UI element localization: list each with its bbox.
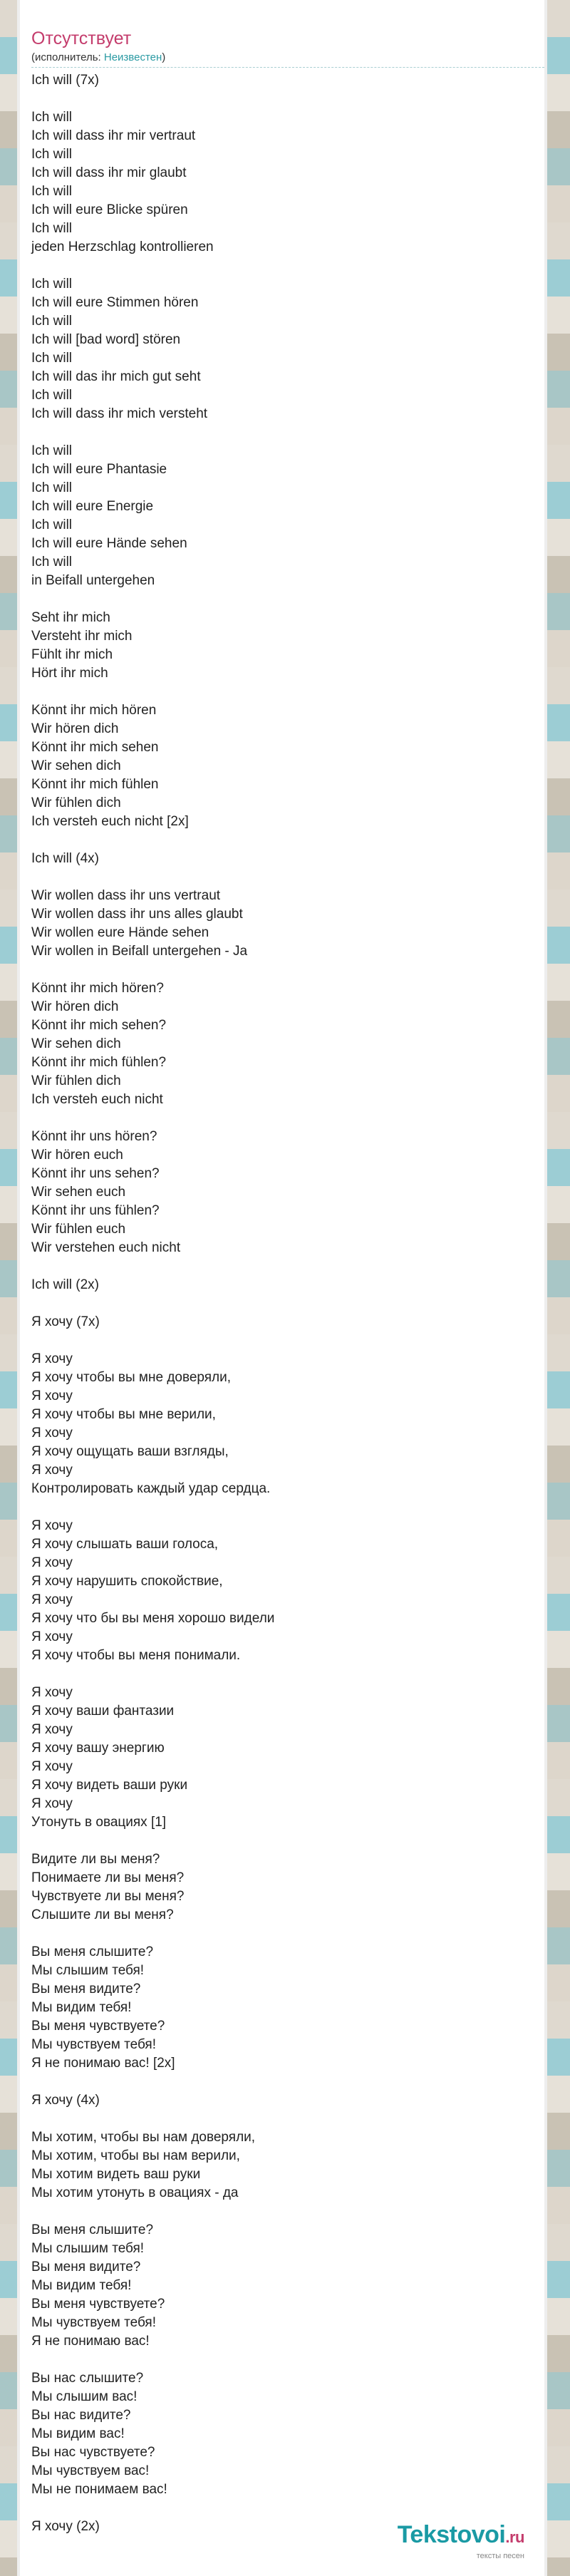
lyric-line: Мы хотим утонуть в овациях - да (31, 2185, 239, 2200)
lyric-line (31, 2203, 544, 2221)
lyric-line: Вы меня слышите? (31, 1944, 154, 1959)
lyric-line: Wir hören euch (31, 1148, 123, 1163)
lyric-line: Ich will (31, 480, 73, 495)
lyric-line (31, 1665, 544, 1684)
lyric-line (31, 2351, 544, 2369)
lyric-line: Könnt ihr uns hören? (31, 1129, 157, 1144)
lyric-line (31, 1331, 544, 1350)
lyric-line: Я хочу ваши фантазии (31, 1704, 175, 1719)
lyric-line: Könnt ihr mich hören (31, 703, 157, 718)
lyric-line: Ich versteh euch nicht (31, 1092, 163, 1107)
lyric-line: Könnt ihr uns fühlen? (31, 1203, 160, 1218)
lyric-line: Wir sehen dich (31, 1036, 121, 1051)
lyric-line: Ich will (2x) (31, 1277, 100, 1292)
lyric-line (31, 1498, 544, 1517)
song-header (31, 27, 544, 68)
lyric-line: Я хочу (31, 1759, 73, 1774)
lyric-line: Я хочу (7x) (31, 1314, 100, 1329)
lyric-line: Ich will (31, 147, 73, 162)
lyric-line: Ich will (31, 314, 73, 329)
lyric-line: Мы чувствуем тебя! (31, 2315, 156, 2330)
lyric-line: Wir fühlen dich (31, 1073, 121, 1088)
lyric-line: Я не понимаю вас! [2x] (31, 2056, 175, 2071)
lyric-line: Я хочу что бы вы меня хорошо видели (31, 1611, 275, 1626)
lyric-line: Seht ihr mich (31, 610, 110, 625)
lyric-line: Wir wollen dass ihr uns alles glaubt (31, 907, 243, 922)
lyric-line: Könnt ihr mich sehen? (31, 1018, 167, 1033)
lyrics-page (17, 0, 547, 2576)
lyric-line: Könnt ihr mich fühlen (31, 777, 159, 792)
lyric-line: Wir hören dich (31, 999, 119, 1014)
lyric-line: Versteht ihr mich (31, 629, 133, 644)
lyric-line: Ich will (31, 351, 73, 366)
lyric-line (31, 2110, 544, 2128)
logo-tagline: тексты песен (476, 2552, 524, 2560)
lyric-line (31, 831, 544, 850)
lyric-line: Я хочу (4x) (31, 2093, 100, 2108)
lyric-line: Я хочу (31, 1629, 73, 1644)
lyric-line (31, 423, 544, 442)
lyric-line: Ich will (31, 277, 73, 292)
lyric-line: Я хочу (31, 1555, 73, 1570)
lyric-line: Hört ihr mich (31, 666, 108, 681)
lyric-line: Ich will dass ihr mir glaubt (31, 165, 187, 180)
lyric-line: Контролировать каждый удар сердца. (31, 1481, 271, 1496)
lyric-line (31, 590, 544, 609)
lyric-line: Ich will (31, 110, 73, 125)
lyric-line (31, 961, 544, 979)
lyric-line: Мы хотим, чтобы вы нам доверяли, (31, 2130, 256, 2145)
lyric-line: Я хочу (31, 1796, 73, 1811)
lyric-line: Wir hören dich (31, 721, 119, 736)
lyric-line (31, 1294, 544, 1313)
lyric-line: Wir wollen dass ihr uns vertraut (31, 888, 221, 903)
lyric-line: Wir verstehen euch nicht (31, 1240, 181, 1255)
lyric-line: Мы видим тебя! (31, 2278, 132, 2293)
lyric-line (31, 2499, 544, 2518)
site-logo[interactable] (398, 2522, 524, 2560)
lyric-line: in Beifall untergehen (31, 573, 155, 588)
lyric-line (31, 683, 544, 701)
lyric-line: Könnt ihr mich fühlen? (31, 1055, 167, 1070)
lyric-line: Ich will dass ihr mir vertraut (31, 128, 196, 143)
lyric-line (31, 2073, 544, 2091)
logo-text: Tekstovoi (397, 2521, 506, 2548)
lyric-line: Я хочу чтобы вы мне доверяли, (31, 1370, 232, 1385)
lyrics-text (31, 71, 544, 2536)
lyric-line: Чувствуете ли вы меня? (31, 1889, 185, 1904)
lyric-line: Я хочу (31, 1685, 73, 1700)
lyric-line: Вы нас чувствуете? (31, 2445, 155, 2460)
lyric-line: Ich will (31, 184, 73, 199)
lyric-line: Wir fühlen euch (31, 1222, 126, 1237)
artist-line (31, 50, 544, 68)
lyric-line: Ich will (7x) (31, 73, 100, 88)
lyric-line: Утонуть в овациях [1] (31, 1815, 167, 1830)
lyric-line (31, 1109, 544, 1128)
lyric-line: Wir wollen eure Hände sehen (31, 925, 209, 940)
lyric-line: Мы видим вас! (31, 2426, 125, 2441)
lyric-line: Вы меня слышите? (31, 2222, 154, 2237)
lyric-line: Я хочу чтобы вы меня понимали. (31, 1648, 241, 1663)
lyric-line: Мы хотим, чтобы вы нам верили, (31, 2148, 240, 2163)
lyric-line: Könnt ihr mich sehen (31, 740, 159, 755)
lyric-line: Мы слышим тебя! (31, 2241, 145, 2256)
lyric-line: Ich will (31, 517, 73, 532)
lyric-line: Könnt ihr mich hören? (31, 981, 164, 996)
lyric-line (31, 1832, 544, 1850)
lyric-line: Ich will eure Stimmen hören (31, 295, 199, 310)
lyric-line: Wir sehen euch (31, 1185, 126, 1200)
lyric-line: Мы слышим тебя! (31, 1963, 145, 1978)
artist-suffix: ) (162, 51, 166, 63)
lyric-line: Мы чувствуем тебя! (31, 2037, 156, 2052)
lyric-line: Ich will (31, 388, 73, 403)
lyric-line: Я хочу видеть ваши руки (31, 1778, 188, 1793)
lyric-line: Я хочу (31, 1463, 73, 1478)
lyric-line: Я хочу (31, 1518, 73, 1533)
lyric-line: Мы хотим видеть ваш руки (31, 2167, 201, 2182)
lyric-line: Мы видим тебя! (31, 2000, 132, 2015)
lyric-line: Я хочу (31, 1426, 73, 1441)
lyric-line: Мы не понимаем вас! (31, 2482, 167, 2497)
artist-link[interactable]: Неизвестен (103, 51, 162, 63)
lyric-line: Ich will eure Blicke spüren (31, 202, 188, 217)
lyric-line: Я хочу (31, 1351, 73, 1366)
lyric-line: Я хочу ощущать ваши взгляды, (31, 1444, 229, 1459)
artist-prefix: (исполнитель: (31, 51, 104, 63)
lyric-line: Видите ли вы меня? (31, 1852, 160, 1867)
lyric-line: Вы меня видите? (31, 2260, 141, 2274)
lyric-line: Ich will (31, 443, 73, 458)
lyric-line: Вы меня видите? (31, 1982, 141, 1997)
lyric-line: Понимаете ли вы меня? (31, 1870, 185, 1885)
lyric-line: Я хочу (31, 1389, 73, 1403)
lyric-line (31, 868, 544, 887)
lyric-line: Я не понимаю вас! (31, 2334, 150, 2349)
lyric-line: Я хочу слышать ваши голоса, (31, 1537, 219, 1552)
lyric-line: Вы нас слышите? (31, 2371, 144, 2386)
lyric-line (31, 1257, 544, 1276)
lyric-line: Я хочу вашу энергию (31, 1741, 165, 1756)
lyric-line: Слышите ли вы меня? (31, 1907, 174, 1922)
lyric-line: Я хочу чтобы вы мне верили, (31, 1407, 216, 1422)
lyric-line: Вы нас видите? (31, 2408, 131, 2423)
lyric-line: Fühlt ihr mich (31, 647, 113, 662)
lyric-line: Wir sehen dich (31, 758, 121, 773)
lyric-line (31, 1925, 544, 1943)
lyric-line: Ich will das ihr mich gut seht (31, 369, 201, 384)
song-title: Отсутствует (31, 29, 132, 48)
lyric-line: Я хочу (31, 1592, 73, 1607)
lyric-line: Wir fühlen dich (31, 795, 121, 810)
lyric-line: Ich will eure Phantasie (31, 462, 167, 477)
lyric-line: Wir wollen in Beifall untergehen - Ja (31, 944, 248, 959)
lyric-line: Я хочу (31, 1722, 73, 1737)
lyric-line (31, 257, 544, 275)
lyric-line: Ich will dass ihr mich versteht (31, 406, 208, 421)
lyric-line: Könnt ihr uns sehen? (31, 1166, 160, 1181)
lyric-line: Мы чувствуем вас! (31, 2463, 150, 2478)
lyric-line: Ich will (4x) (31, 851, 100, 866)
lyric-line: Ich will [bad word] stören (31, 332, 181, 347)
lyric-line: Вы меня чувствуете? (31, 2297, 165, 2312)
lyric-line: Мы слышим вас! (31, 2389, 138, 2404)
lyric-line: Вы меня чувствуете? (31, 2019, 165, 2034)
logo-tld: .ru (505, 2528, 524, 2546)
lyric-line: Ich will eure Hände sehen (31, 536, 187, 551)
lyric-line: Я хочу (2x) (31, 2519, 100, 2534)
lyric-line: Ich versteh euch nicht [2x] (31, 814, 189, 829)
lyric-line: Ich will (31, 555, 73, 570)
lyric-line: Ich will eure Energie (31, 499, 154, 514)
lyric-line (31, 90, 544, 108)
lyric-line: jeden Herzschlag kontrollieren (31, 239, 214, 254)
lyric-line: Я хочу нарушить спокойствие, (31, 1574, 223, 1589)
lyric-line: Ich will (31, 221, 73, 236)
